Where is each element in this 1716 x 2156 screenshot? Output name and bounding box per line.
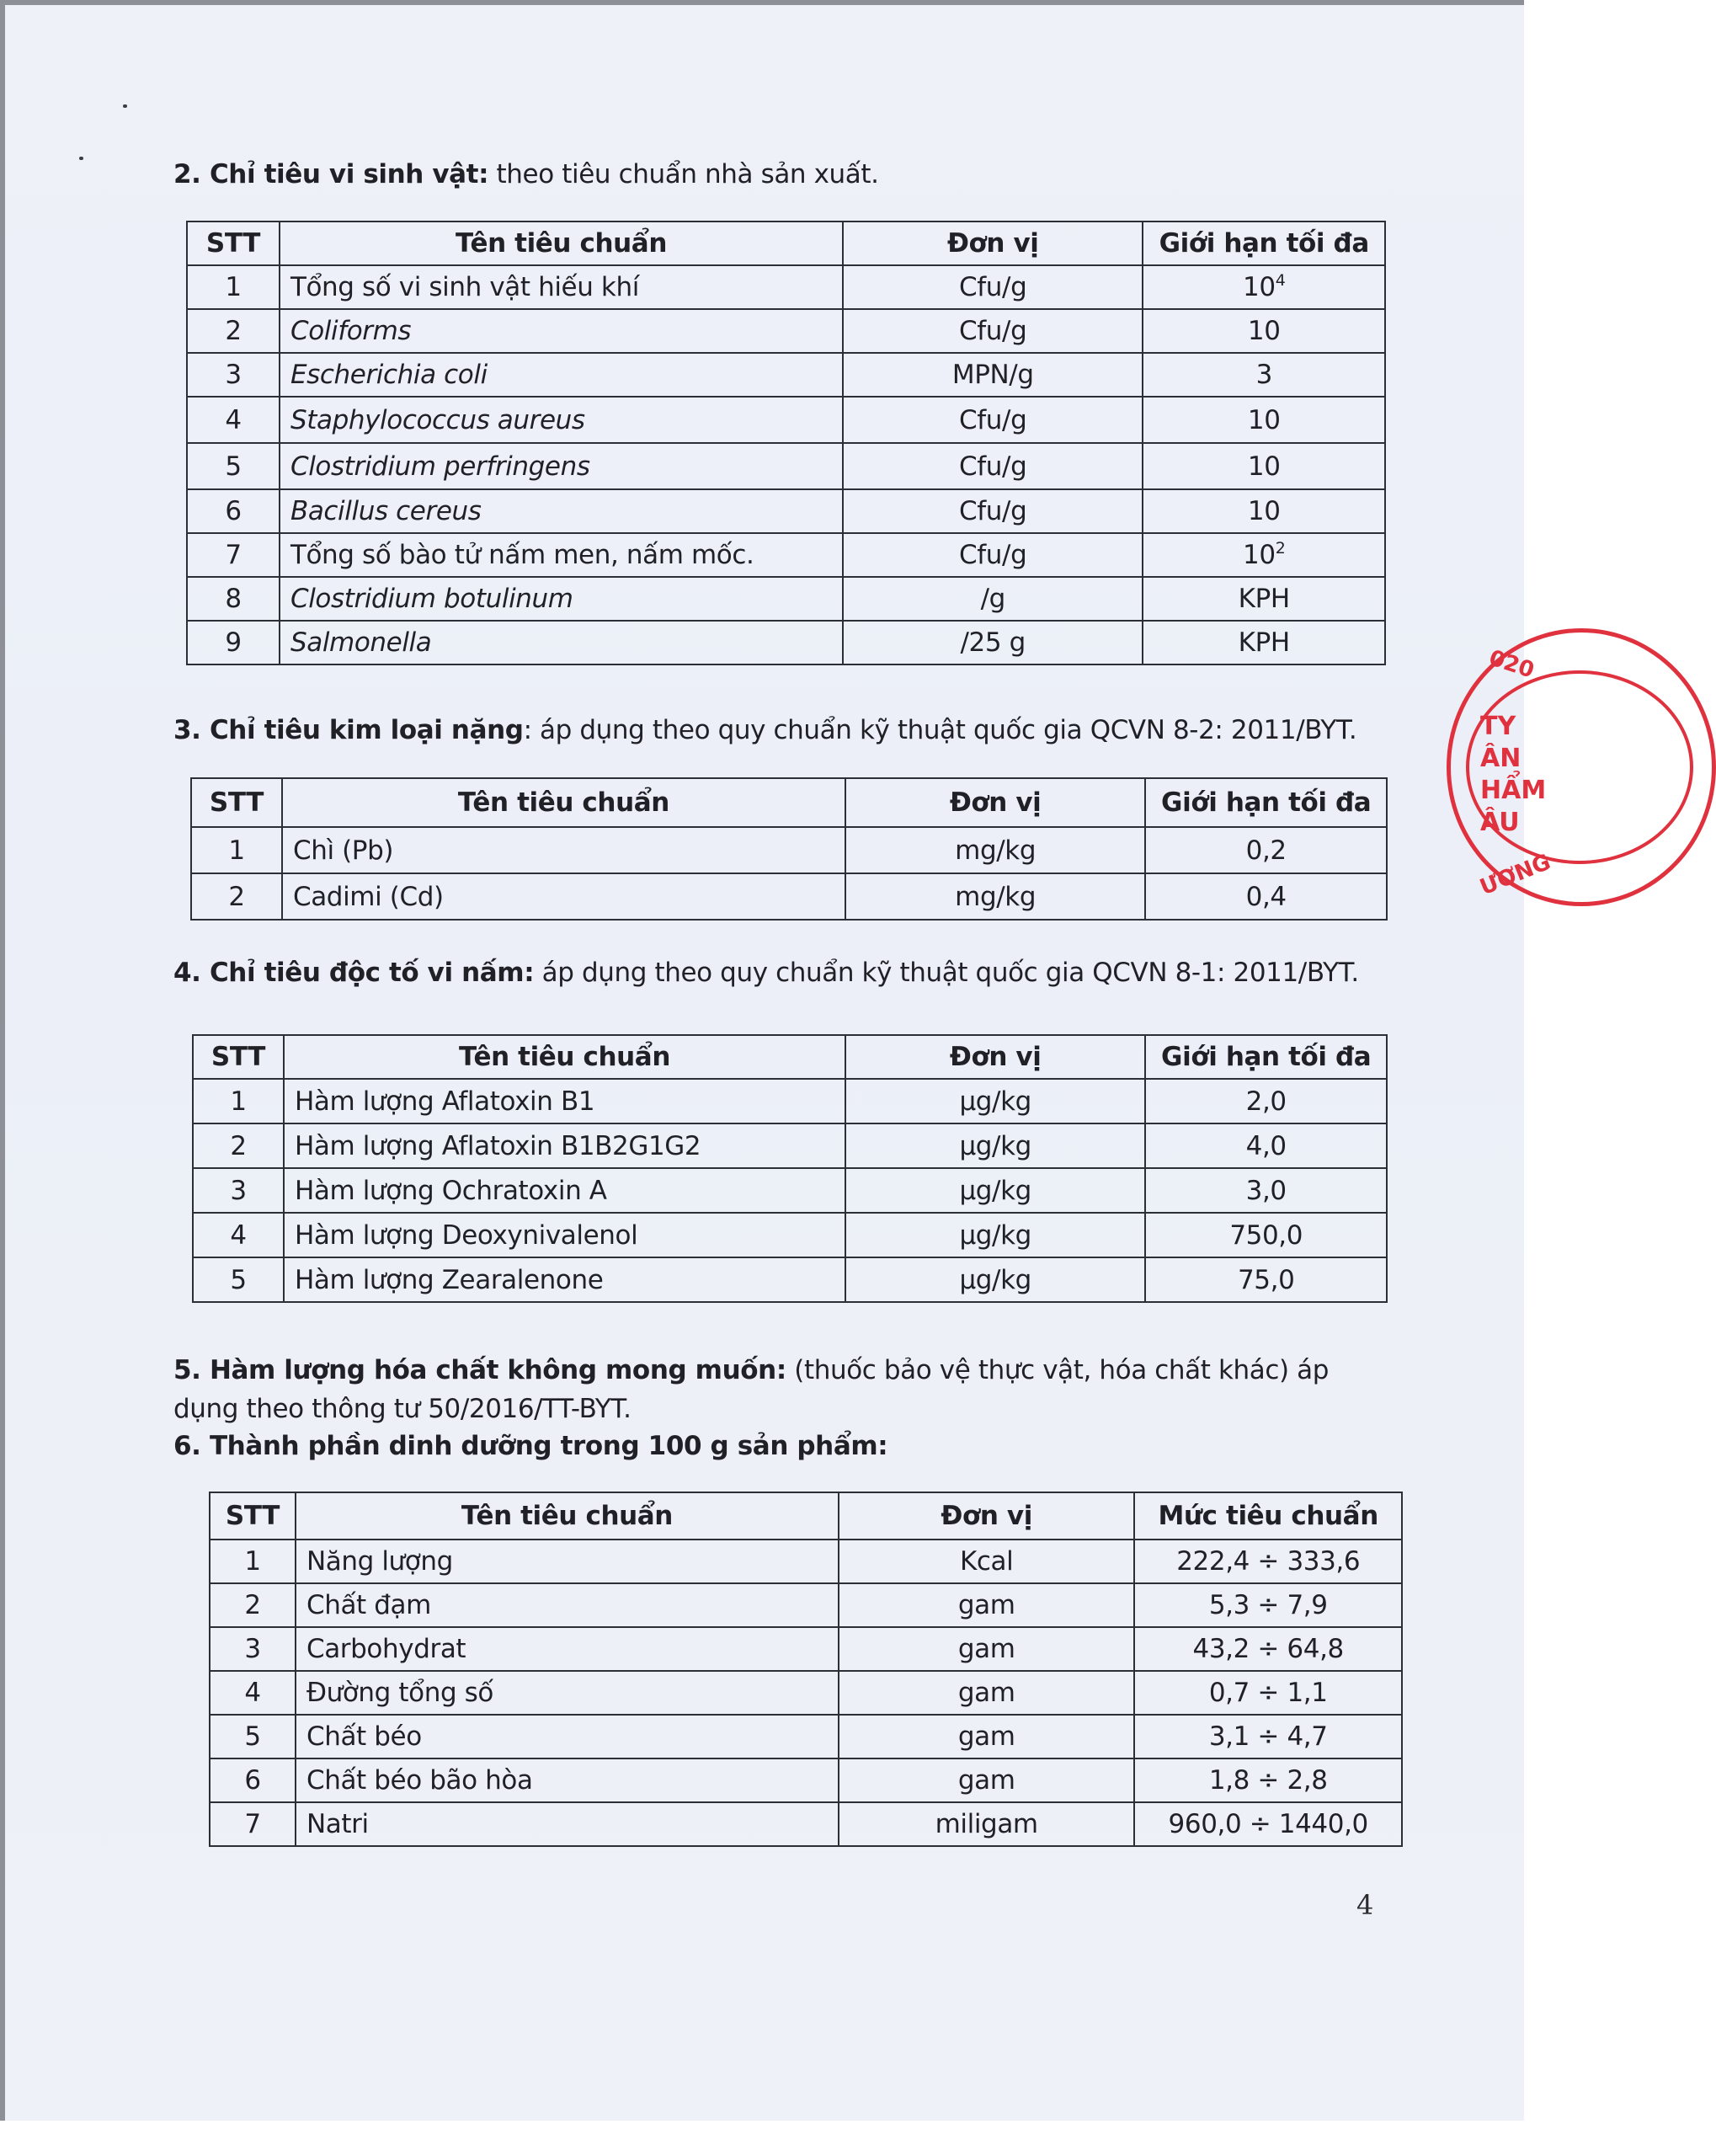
table-row	[210, 1758, 1402, 1802]
section-2-heading	[173, 155, 1378, 194]
table-row	[191, 827, 1387, 873]
section-3-text: : áp dụng theo quy chuẩn kỹ thuật quốc gia QCVN 8-2: 2011/BYT.	[523, 715, 1357, 745]
table-row	[210, 1627, 1402, 1671]
row-unit: Cfu/g	[843, 265, 1143, 309]
row-limit	[1143, 309, 1385, 353]
table-header-row	[191, 778, 1387, 827]
stamp-line: ÂN	[1480, 744, 1521, 773]
table-row	[193, 1213, 1387, 1257]
header-unit: Đơn vị	[845, 1035, 1145, 1079]
limit-exponent: 2	[1275, 539, 1286, 558]
row-unit: µg/kg	[845, 1168, 1145, 1213]
row-unit: Cfu/g	[843, 533, 1143, 577]
table-row	[210, 1671, 1402, 1715]
row-unit: Cfu/g	[843, 443, 1143, 489]
row-name: Bacillus cereus	[280, 489, 843, 533]
row-unit: gam	[839, 1758, 1135, 1802]
row-name: Clostridium perfringens	[280, 443, 843, 489]
section-4-title: 4. Chỉ tiêu độc tố vi nấm:	[173, 958, 535, 988]
table-row	[187, 309, 1385, 353]
row-stt: 3	[210, 1627, 296, 1671]
table-row	[187, 353, 1385, 397]
header-name: Tên tiêu chuẩn	[280, 221, 843, 265]
table-row	[210, 1583, 1402, 1627]
header-unit: Đơn vị	[843, 221, 1143, 265]
row-name: Hàm lượng Zearalenone	[284, 1257, 845, 1302]
row-name: Coliforms	[280, 309, 843, 353]
row-stt: 3	[187, 353, 280, 397]
header-limit: Giới hạn tối đa	[1145, 1035, 1387, 1079]
row-name: Chất béo bão hòa	[296, 1758, 839, 1802]
mycotoxin-table	[192, 1034, 1388, 1303]
row-name: Tổng số bào tử nấm men, nấm mốc.	[280, 533, 843, 577]
table-row	[191, 873, 1387, 920]
row-stt: 5	[187, 443, 280, 489]
page-number: 4	[1356, 1889, 1374, 1921]
limit-base: KPH	[1238, 584, 1290, 614]
header-stt: STT	[191, 778, 282, 827]
row-stt: 7	[187, 533, 280, 577]
row-stt: 2	[210, 1583, 296, 1627]
row-name: Năng lượng	[296, 1540, 839, 1583]
row-limit: 3,0	[1145, 1168, 1387, 1213]
section-5-text: (thuốc bảo vệ thực vật, hóa chất khác) áp dụng theo thông tư 50/2016/TT-BYT.	[173, 1355, 1330, 1424]
table-row	[193, 1079, 1387, 1123]
row-limit: 2,0	[1145, 1079, 1387, 1123]
header-unit: Đơn vị	[839, 1492, 1135, 1540]
row-name: Chất đạm	[296, 1583, 839, 1627]
table-row	[210, 1540, 1402, 1583]
stamp-line: ÂU	[1480, 808, 1520, 837]
section-5-title: 5. Hàm lượng hóa chất không mong muốn:	[173, 1355, 786, 1385]
section-3-heading	[173, 711, 1378, 750]
row-name: Salmonella	[280, 621, 843, 664]
table-row	[187, 489, 1385, 533]
row-stt: 4	[193, 1213, 284, 1257]
row-limit	[1143, 621, 1385, 664]
limit-base: 10	[1247, 496, 1281, 526]
limit-base: 10	[1247, 316, 1281, 346]
row-name: Tổng số vi sinh vật hiếu khí	[280, 265, 843, 309]
row-value: 43,2 ÷ 64,8	[1134, 1627, 1402, 1671]
row-unit: mg/kg	[845, 827, 1146, 873]
row-name: Hàm lượng Aflatoxin B1B2G1G2	[284, 1123, 845, 1168]
table-row	[187, 443, 1385, 489]
table-row	[187, 577, 1385, 621]
row-value: 960,0 ÷ 1440,0	[1134, 1802, 1402, 1846]
row-value: 222,4 ÷ 333,6	[1134, 1540, 1402, 1583]
table-row	[210, 1802, 1402, 1846]
scan-speck	[123, 104, 127, 108]
scan-speck	[79, 157, 83, 160]
limit-base: 10	[1243, 540, 1276, 570]
row-limit	[1143, 353, 1385, 397]
row-name: Chất béo	[296, 1715, 839, 1758]
row-limit	[1143, 443, 1385, 489]
row-limit: 4,0	[1145, 1123, 1387, 1168]
row-name: Escherichia coli	[280, 353, 843, 397]
table-header-row	[193, 1035, 1387, 1079]
row-unit: Kcal	[839, 1540, 1135, 1583]
microbiology-table	[186, 221, 1386, 665]
row-unit: Cfu/g	[843, 397, 1143, 443]
header-stt: STT	[210, 1492, 296, 1540]
row-limit: 0,2	[1145, 827, 1387, 873]
header-stt: STT	[187, 221, 280, 265]
limit-base: 10	[1247, 451, 1281, 482]
section-4-text: áp dụng theo quy chuẩn kỹ thuật quốc gia QCVN 8-1: 2011/BYT.	[534, 958, 1359, 988]
row-stt: 4	[187, 397, 280, 443]
row-name: Hàm lượng Ochratoxin A	[284, 1168, 845, 1213]
section-4-heading	[173, 953, 1378, 992]
section-6-heading	[173, 1427, 1378, 1465]
row-name: Chì (Pb)	[282, 827, 845, 873]
row-stt: 3	[193, 1168, 284, 1213]
row-name: Cadimi (Cd)	[282, 873, 845, 920]
table-header-row	[210, 1492, 1402, 1540]
table-row	[210, 1715, 1402, 1758]
row-stt: 2	[193, 1123, 284, 1168]
table-row	[187, 533, 1385, 577]
limit-base: KPH	[1238, 627, 1290, 658]
row-unit: Cfu/g	[843, 309, 1143, 353]
row-value: 0,7 ÷ 1,1	[1134, 1671, 1402, 1715]
row-stt: 2	[187, 309, 280, 353]
header-name: Tên tiêu chuẩn	[284, 1035, 845, 1079]
row-stt: 1	[193, 1079, 284, 1123]
row-stt: 1	[191, 827, 282, 873]
row-stt: 7	[210, 1802, 296, 1846]
row-unit: MPN/g	[843, 353, 1143, 397]
row-limit	[1143, 533, 1385, 577]
header-stt: STT	[193, 1035, 284, 1079]
row-name: Carbohydrat	[296, 1627, 839, 1671]
row-unit: miligam	[839, 1802, 1135, 1846]
table-row	[193, 1168, 1387, 1213]
row-unit: µg/kg	[845, 1079, 1145, 1123]
section-2-title: 2. Chỉ tiêu vi sinh vật:	[173, 159, 489, 189]
section-6-title: 6. Thành phần dinh dưỡng trong 100 g sản phẩm:	[173, 1431, 888, 1461]
row-limit: 75,0	[1145, 1257, 1387, 1302]
row-unit: µg/kg	[845, 1213, 1145, 1257]
header-limit: Giới hạn tối đa	[1145, 778, 1387, 827]
row-unit: /g	[843, 577, 1143, 621]
limit-base: 10	[1243, 272, 1276, 302]
row-unit: Cfu/g	[843, 489, 1143, 533]
row-stt: 6	[210, 1758, 296, 1802]
row-name: Natri	[296, 1802, 839, 1846]
section-2-text: theo tiêu chuẩn nhà sản xuất.	[488, 159, 879, 189]
row-stt: 6	[187, 489, 280, 533]
table-row	[187, 621, 1385, 664]
row-unit: µg/kg	[845, 1257, 1145, 1302]
row-limit	[1143, 577, 1385, 621]
table-row	[193, 1123, 1387, 1168]
row-value: 3,1 ÷ 4,7	[1134, 1715, 1402, 1758]
row-limit	[1143, 397, 1385, 443]
row-unit: µg/kg	[845, 1123, 1145, 1168]
row-limit	[1143, 489, 1385, 533]
row-stt: 2	[191, 873, 282, 920]
limit-base: 3	[1255, 360, 1272, 390]
row-stt: 8	[187, 577, 280, 621]
row-unit: gam	[839, 1671, 1135, 1715]
row-stt: 4	[210, 1671, 296, 1715]
heavy-metals-table	[190, 777, 1388, 921]
row-stt: 1	[187, 265, 280, 309]
row-unit: /25 g	[843, 621, 1143, 664]
section-3-title: 3. Chỉ tiêu kim loại nặng	[173, 715, 524, 745]
row-name: Hàm lượng Aflatoxin B1	[284, 1079, 845, 1123]
stamp-line: TY	[1480, 712, 1516, 741]
row-value: 1,8 ÷ 2,8	[1134, 1758, 1402, 1802]
header-limit: Giới hạn tối đa	[1143, 221, 1385, 265]
stamp-line: HẨM	[1480, 776, 1547, 805]
row-name: Đường tổng số	[296, 1671, 839, 1715]
row-stt: 9	[187, 621, 280, 664]
row-limit	[1143, 265, 1385, 309]
row-value: 5,3 ÷ 7,9	[1134, 1583, 1402, 1627]
table-header-row	[187, 221, 1385, 265]
row-stt: 1	[210, 1540, 296, 1583]
limit-base: 10	[1247, 404, 1281, 435]
section-5-paragraph	[173, 1351, 1378, 1428]
header-name: Tên tiêu chuẩn	[282, 778, 845, 827]
row-name: Hàm lượng Deoxynivalenol	[284, 1213, 845, 1257]
row-name: Clostridium botulinum	[280, 577, 843, 621]
row-unit: mg/kg	[845, 873, 1146, 920]
row-limit: 0,4	[1145, 873, 1387, 920]
header-name: Tên tiêu chuẩn	[296, 1492, 839, 1540]
table-row	[187, 265, 1385, 309]
header-value: Mức tiêu chuẩn	[1134, 1492, 1402, 1540]
stamp-bottom-arc-text: ƯƠNG	[1476, 849, 1554, 901]
table-row	[193, 1257, 1387, 1302]
row-unit: gam	[839, 1627, 1135, 1671]
stamp-top-arc-text: 020	[1485, 645, 1537, 684]
limit-exponent: 4	[1275, 271, 1286, 290]
header-unit: Đơn vị	[845, 778, 1146, 827]
row-stt: 5	[210, 1715, 296, 1758]
table-row	[187, 397, 1385, 443]
row-stt: 5	[193, 1257, 284, 1302]
row-limit: 750,0	[1145, 1213, 1387, 1257]
nutrition-table	[209, 1492, 1403, 1847]
row-unit: gam	[839, 1583, 1135, 1627]
row-unit: gam	[839, 1715, 1135, 1758]
row-name: Staphylococcus aureus	[280, 397, 843, 443]
